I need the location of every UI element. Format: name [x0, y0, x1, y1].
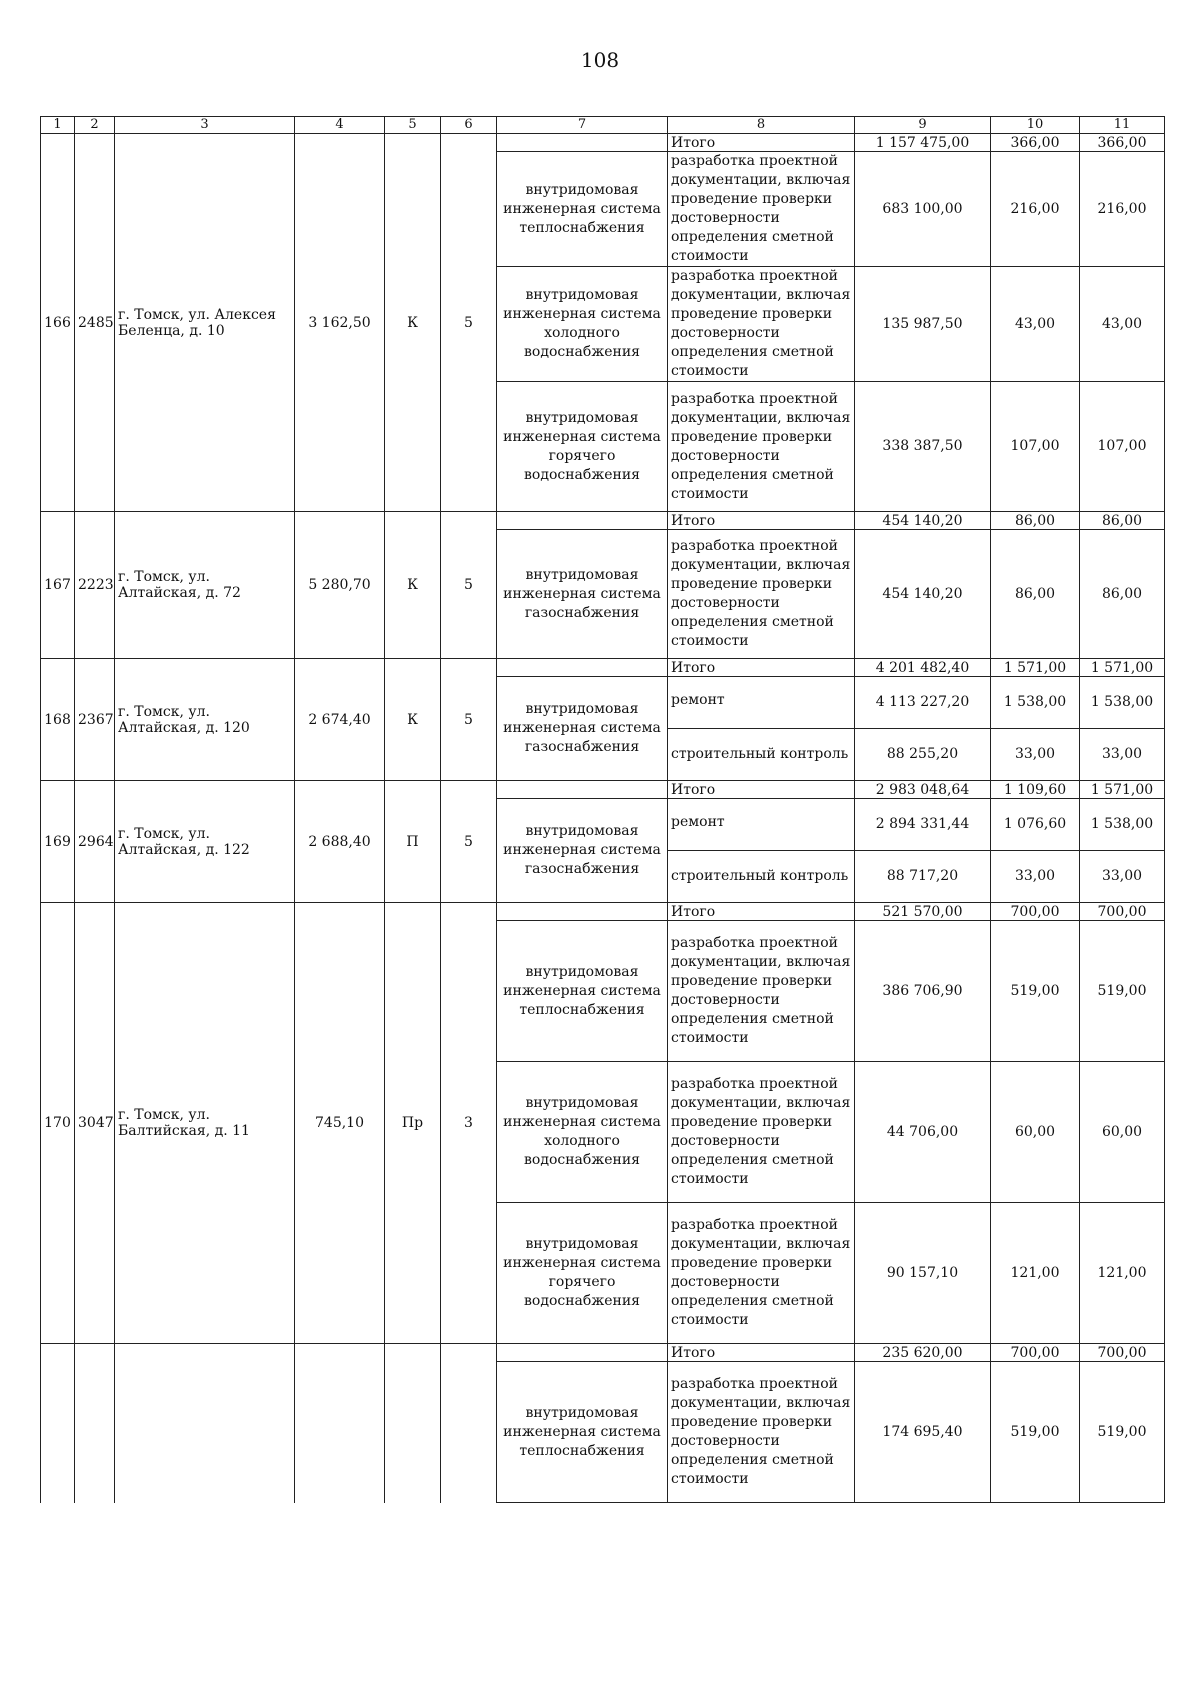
work-col10-cell: 1 538,00	[991, 677, 1080, 729]
record-number-cell: 167	[41, 512, 75, 659]
column-header: 11	[1080, 117, 1165, 134]
address-cell	[115, 1344, 295, 1503]
total-col11: 700,00	[1080, 903, 1165, 921]
area-cell: 745,10	[295, 903, 385, 1344]
work-sum-cell: 44 706,00	[855, 1062, 991, 1203]
system-name-cell: внутридомовая инженерная система теплоснабжения	[497, 921, 668, 1062]
system-blank-cell	[497, 781, 668, 799]
work-col11-cell: 216,00	[1080, 152, 1165, 267]
system-name-cell: внутридомовая инженерная система газоснабжения	[497, 677, 668, 781]
work-sum-cell: 2 894 331,44	[855, 799, 991, 851]
address-cell: г. Томск, ул. Алтайская, д. 120	[115, 659, 295, 781]
floors-cell: 5	[441, 781, 497, 903]
column-header: 7	[497, 117, 668, 134]
floors-cell: 5	[441, 134, 497, 512]
work-col11-cell: 33,00	[1080, 851, 1165, 903]
work-type-cell: разработка проектной документации, включая проведение проверки достоверности определения сметной стоимости	[668, 1203, 855, 1344]
work-type-cell: разработка проектной документации, включая проведение проверки достоверности определения сметной стоимости	[668, 152, 855, 267]
column-header: 4	[295, 117, 385, 134]
work-sum-cell: 386 706,90	[855, 921, 991, 1062]
record-number-cell: 166	[41, 134, 75, 512]
wall-type-cell	[385, 1344, 441, 1503]
system-name-cell: внутридомовая инженерная система теплоснабжения	[497, 152, 668, 267]
total-row	[41, 1344, 1165, 1362]
area-cell	[295, 1344, 385, 1503]
total-label: Итого	[668, 134, 855, 152]
total-label: Итого	[668, 512, 855, 530]
work-col11-cell: 519,00	[1080, 1362, 1165, 1503]
work-type-cell: разработка проектной документации, включая проведение проверки достоверности определения сметной стоимости	[668, 921, 855, 1062]
work-sum-cell: 88 717,20	[855, 851, 991, 903]
total-col11: 86,00	[1080, 512, 1165, 530]
total-row	[41, 512, 1165, 530]
column-header: 9	[855, 117, 991, 134]
address-cell: г. Томск, ул. Алтайская, д. 72	[115, 512, 295, 659]
work-col10-cell: 60,00	[991, 1062, 1080, 1203]
total-sum: 521 570,00	[855, 903, 991, 921]
system-name-cell: внутридомовая инженерная система теплоснабжения	[497, 1362, 668, 1503]
work-col10-cell: 107,00	[991, 382, 1080, 512]
record-number-cell: 168	[41, 659, 75, 781]
wall-type-cell: К	[385, 512, 441, 659]
system-name-cell: внутридомовая инженерная система газоснабжения	[497, 799, 668, 903]
work-type-cell: ремонт	[668, 799, 855, 851]
work-col11-cell: 1 538,00	[1080, 799, 1165, 851]
work-col10-cell: 216,00	[991, 152, 1080, 267]
total-row	[41, 781, 1165, 799]
work-type-cell: разработка проектной документации, включая проведение проверки достоверности определения сметной стоимости	[668, 382, 855, 512]
system-blank-cell	[497, 512, 668, 530]
record-id-cell: 2367	[75, 659, 115, 781]
work-col10-cell: 43,00	[991, 267, 1080, 382]
total-col11: 1 571,00	[1080, 659, 1165, 677]
work-type-cell: ремонт	[668, 677, 855, 729]
total-row	[41, 659, 1165, 677]
work-col11-cell: 121,00	[1080, 1203, 1165, 1344]
work-sum-cell: 4 113 227,20	[855, 677, 991, 729]
column-header: 8	[668, 117, 855, 134]
wall-type-cell: К	[385, 134, 441, 512]
work-type-cell: разработка проектной документации, включая проведение проверки достоверности определения сметной стоимости	[668, 267, 855, 382]
work-col10-cell: 1 076,60	[991, 799, 1080, 851]
work-col10-cell: 33,00	[991, 851, 1080, 903]
wall-type-cell: Пр	[385, 903, 441, 1344]
capital-repair-table	[40, 116, 1165, 1503]
work-sum-cell: 683 100,00	[855, 152, 991, 267]
total-sum: 235 620,00	[855, 1344, 991, 1362]
work-col11-cell: 107,00	[1080, 382, 1165, 512]
work-col11-cell: 60,00	[1080, 1062, 1165, 1203]
work-type-cell: строительный контроль	[668, 729, 855, 781]
total-label: Итого	[668, 1344, 855, 1362]
total-sum: 4 201 482,40	[855, 659, 991, 677]
work-col10-cell: 86,00	[991, 530, 1080, 659]
total-col10: 1 571,00	[991, 659, 1080, 677]
total-label: Итого	[668, 781, 855, 799]
record-id-cell: 2223	[75, 512, 115, 659]
work-col11-cell: 86,00	[1080, 530, 1165, 659]
table-body	[41, 117, 1165, 1503]
work-type-cell: разработка проектной документации, включая проведение проверки достоверности определения сметной стоимости	[668, 1062, 855, 1203]
record-id-cell: 3047	[75, 903, 115, 1344]
system-blank-cell	[497, 659, 668, 677]
column-header: 1	[41, 117, 75, 134]
work-col10-cell: 519,00	[991, 1362, 1080, 1503]
work-sum-cell: 174 695,40	[855, 1362, 991, 1503]
system-blank-cell	[497, 903, 668, 921]
column-header: 5	[385, 117, 441, 134]
floors-cell: 5	[441, 512, 497, 659]
area-cell: 5 280,70	[295, 512, 385, 659]
work-col11-cell: 1 538,00	[1080, 677, 1165, 729]
total-col11: 1 571,00	[1080, 781, 1165, 799]
record-id-cell	[75, 1344, 115, 1503]
work-type-cell: разработка проектной документации, включая проведение проверки достоверности определения сметной стоимости	[668, 530, 855, 659]
total-col10: 86,00	[991, 512, 1080, 530]
total-col11: 366,00	[1080, 134, 1165, 152]
page-number: 108	[580, 48, 620, 72]
floors-cell: 3	[441, 903, 497, 1344]
work-col11-cell: 43,00	[1080, 267, 1165, 382]
system-name-cell: внутридомовая инженерная система холодного водоснабжения	[497, 1062, 668, 1203]
area-cell: 2 674,40	[295, 659, 385, 781]
record-number-cell: 170	[41, 903, 75, 1344]
system-name-cell: внутридомовая инженерная система горячего водоснабжения	[497, 382, 668, 512]
system-blank-cell	[497, 1344, 668, 1362]
total-col10: 700,00	[991, 903, 1080, 921]
floors-cell: 5	[441, 659, 497, 781]
total-row	[41, 903, 1165, 921]
total-sum: 2 983 048,64	[855, 781, 991, 799]
column-header: 10	[991, 117, 1080, 134]
work-col11-cell: 519,00	[1080, 921, 1165, 1062]
total-col10: 1 109,60	[991, 781, 1080, 799]
address-cell: г. Томск, ул. Алексея Беленца, д. 10	[115, 134, 295, 512]
work-col10-cell: 519,00	[991, 921, 1080, 1062]
floors-cell	[441, 1344, 497, 1503]
address-cell: г. Томск, ул. Балтийская, д. 11	[115, 903, 295, 1344]
column-header: 6	[441, 117, 497, 134]
work-col10-cell: 33,00	[991, 729, 1080, 781]
work-type-cell: разработка проектной документации, включая проведение проверки достоверности определения сметной стоимости	[668, 1362, 855, 1503]
work-sum-cell: 454 140,20	[855, 530, 991, 659]
total-col10: 366,00	[991, 134, 1080, 152]
total-row	[41, 134, 1165, 152]
work-sum-cell: 88 255,20	[855, 729, 991, 781]
system-name-cell: внутридомовая инженерная система газоснабжения	[497, 530, 668, 659]
record-id-cell: 2964	[75, 781, 115, 903]
column-header: 2	[75, 117, 115, 134]
system-name-cell: внутридомовая инженерная система холодного водоснабжения	[497, 267, 668, 382]
total-sum: 454 140,20	[855, 512, 991, 530]
system-name-cell: внутридомовая инженерная система горячего водоснабжения	[497, 1203, 668, 1344]
total-col11: 700,00	[1080, 1344, 1165, 1362]
total-label: Итого	[668, 903, 855, 921]
work-col10-cell: 121,00	[991, 1203, 1080, 1344]
total-sum: 1 157 475,00	[855, 134, 991, 152]
total-col10: 700,00	[991, 1344, 1080, 1362]
system-blank-cell	[497, 134, 668, 152]
total-label: Итого	[668, 659, 855, 677]
record-number-cell	[41, 1344, 75, 1503]
record-number-cell: 169	[41, 781, 75, 903]
work-type-cell: строительный контроль	[668, 851, 855, 903]
address-cell: г. Томск, ул. Алтайская, д. 122	[115, 781, 295, 903]
record-id-cell: 2485	[75, 134, 115, 512]
work-sum-cell: 90 157,10	[855, 1203, 991, 1344]
wall-type-cell: П	[385, 781, 441, 903]
column-header: 3	[115, 117, 295, 134]
work-sum-cell: 338 387,50	[855, 382, 991, 512]
wall-type-cell: К	[385, 659, 441, 781]
area-cell: 2 688,40	[295, 781, 385, 903]
work-col11-cell: 33,00	[1080, 729, 1165, 781]
area-cell: 3 162,50	[295, 134, 385, 512]
column-number-row	[41, 117, 1165, 134]
work-sum-cell: 135 987,50	[855, 267, 991, 382]
